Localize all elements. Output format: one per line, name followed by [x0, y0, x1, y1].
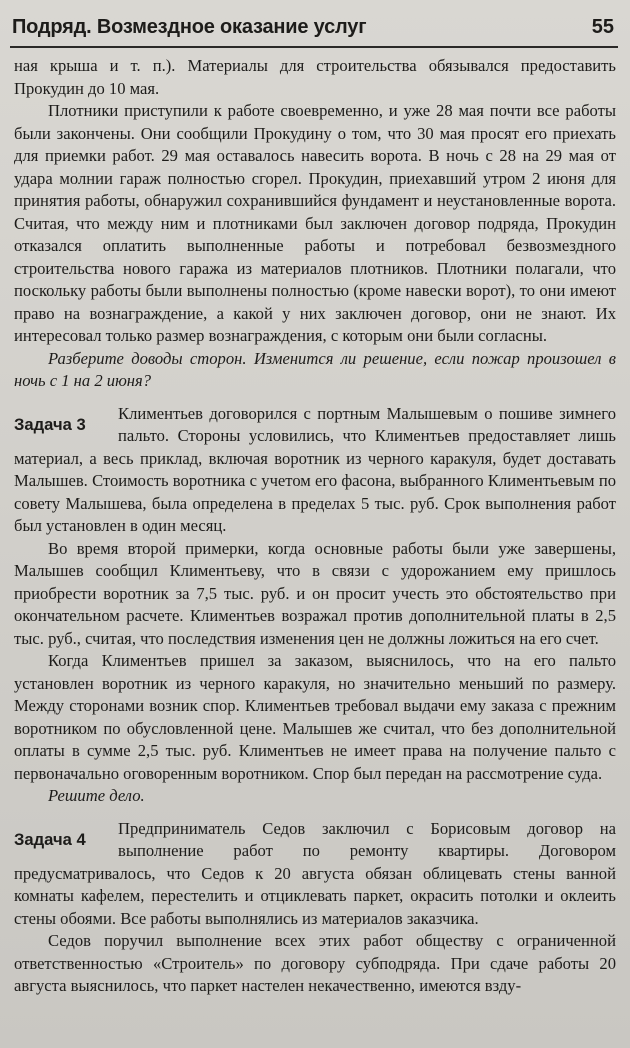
paragraph: Плотники приступили к работе своевременно, и уже 28 мая почти все работы были закончены. Они сообщили Прокудину о том, что 30 мая просят его приехать для приемки работ. 29 мая оставалось навесить ворота. В ночь с 28 на 29 мая от удара молнии гараж полностью сгорел. Прокудин, приехавший утром 2 июня для принятия работы, обнаружил сохранившийся фундамент и неустановленные ворота. Считая, что между ним и плотниками был заключен договор подряда, Прокудин отказался оплатить выполненные работы и потребовал безвозмездного строительства нового гаража из материалов плотников. Плотники полагали, что поскольку работы были выполнены полностью (кроме навески ворот), то они имеют право на вознаграждение, а какой у них заключен договор, они не знают. Их интересовал только размер вознаграждения, с которым они были согласны. [14, 101, 616, 345]
task-3-label: Задача 3 [14, 414, 86, 434]
task-4-paragraph: Седов поручил выполнение всех этих работ обществу с ограниченной ответственностью «Строитель» по договору субподряда. При сдаче работы 20 августа выяснилось, что паркет настелен некачественно, имеются взду- [14, 931, 616, 995]
task-4-block [14, 818, 616, 998]
chapter-title: Подряд. Возмездное оказание услуг [12, 16, 367, 38]
running-header [10, 10, 618, 48]
page-number: 55 [591, 16, 614, 38]
page-body [14, 55, 616, 1048]
task-4-label: Задача 4 [14, 829, 86, 849]
task-3-paragraph: Когда Климентьев пришел за заказом, выяснилось, что на его пальто установлен воротник из черного каракуля, но значительно меньший по размеру. Между сторонами возник спор. Климентьев требовал выдачи ему заказа с прежним воротником по обусловленной цене. Малышев же считал, что без дополнительной оплаты в сумме 2,5 тыс. руб. Климентьев не имеет права на получение пальто с первоначально оговоренным воротником. Спор был передан на рассмотрение суда. [14, 651, 616, 783]
task-3-paragraph: Во время второй примерки, когда основные работы были уже завершены, Малышев сообщил Климентьеву, что в связи с удорожанием ему пришлось приобрести воротник за 7,5 тыс. руб. и он просит учесть это обстоятельство при окончательном расчете. Климентьев возражал против дополнительной платы в 2,5 тыс. руб., считая, что последствия изменения цен не должны ложиться на его счет. [14, 538, 616, 648]
task-3-question: Решите дело. [48, 786, 145, 805]
continued-paragraph: ная крыша и т. п.). Материалы для строительства обязывался предоставить Прокудин до 10 мая. [14, 56, 616, 98]
task-question: Разберите доводы сторон. Изменится ли решение, если пожар произошел в ночь с 1 на 2 июня? [14, 348, 616, 390]
task-4-paragraph: Предприниматель Седов заключил с Борисовым договор на выполнение работ по ремонту квартиры. Договором предусматривалось, что Седов к 20 августа обязан облицевать стены ванной комнаты кафелем, перестелить и отциклевать паркет, окрасить потолки и оклеить стены обоями. Все работы выполнялись из материалов заказчика. [14, 818, 616, 928]
task-3-paragraph: Климентьев договорился с портным Малышевым о пошиве зимнего пальто. Стороны условились, что Климентьев предоставляет лишь материал, а весь приклад, включая воротник из черного каракуля, будет доставать Малышев. Стоимость воротника с учетом его фасона, выбранного Климентьевым по совету Малышева, была определена в пределах 5 тыс. руб. Срок выполнения работ был установлен в один месяц. [14, 403, 616, 535]
task-3-block [14, 403, 616, 808]
